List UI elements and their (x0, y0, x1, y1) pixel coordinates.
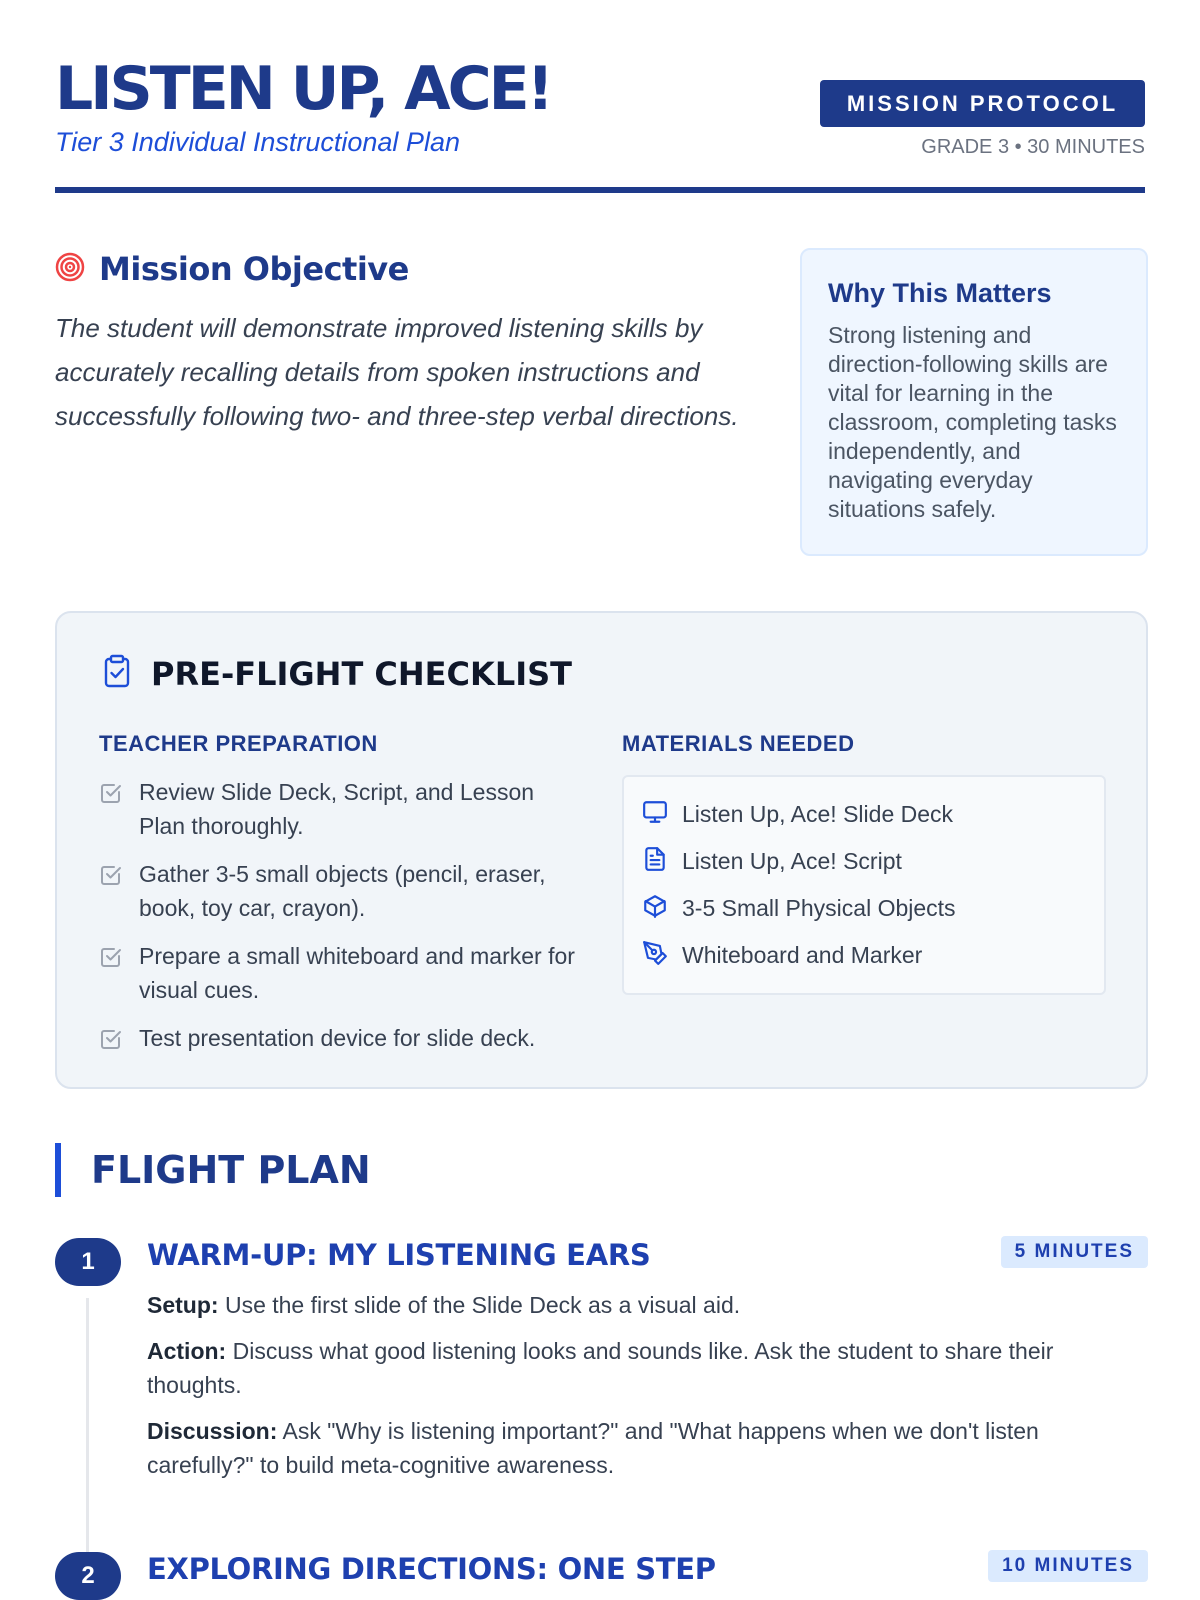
materials-needed-title: MATERIALS NEEDED (622, 731, 855, 756)
materials-list (622, 775, 1106, 995)
step-details (147, 1288, 1147, 1494)
mission-protocol-badge: MISSION PROTOCOL (820, 80, 1145, 127)
material-item (642, 838, 1086, 885)
step-discussion (147, 1414, 1147, 1482)
pre-flight-checklist (55, 611, 1148, 1089)
setup-text: Use the first slide of the Slide Deck as a visual aid. (224, 1292, 741, 1318)
material-label: 3-5 Small Physical Objects (682, 895, 956, 921)
material-label: Listen Up, Ace! Script (682, 848, 902, 874)
why-heading: Why This Matters (828, 278, 1052, 308)
step-title: EXPLORING DIRECTIONS: ONE STEP (147, 1552, 716, 1586)
setup-label: Setup: (147, 1292, 219, 1318)
monitor-icon (642, 799, 668, 831)
objective-text: The student will demonstrate improved listening skills by accurately recalling details from spoken instructions and successfully following two- and three-step verbal directions. (55, 313, 739, 431)
material-item (642, 932, 1086, 979)
step-title: WARM-UP: MY LISTENING EARS (147, 1238, 651, 1272)
grade-duration-meta: GRADE 3 • 30 MINUTES (921, 136, 1145, 158)
clipboard-check-icon (99, 653, 135, 694)
timeline-connector (86, 1298, 89, 1560)
step-number-badge: 2 (55, 1552, 121, 1600)
why-this-matters-card (800, 248, 1148, 556)
step-number-badge: 1 (55, 1238, 121, 1286)
page-title: LISTEN UP, ACE! (55, 54, 551, 124)
objective-heading: Mission Objective (99, 250, 409, 288)
materials-needed-column (622, 731, 1106, 995)
teacher-preparation-column (99, 731, 579, 1074)
teacher-preparation-title: TEACHER PREPARATION (99, 731, 378, 756)
prep-item-label: Review Slide Deck, Script, and Lesson Plan thoroughly. (139, 779, 535, 839)
action-label: Action: (147, 1338, 227, 1364)
prep-item (99, 857, 579, 925)
action-text: Discuss what good listening looks and sounds like. Ask the student to share their thoughts. (147, 1338, 1054, 1398)
prep-item (99, 939, 579, 1007)
why-text: Strong listening and direction-following skills are vital for learning in the classroom, completing tasks independently, and navigating everyday situations safely. (828, 322, 1117, 522)
step-duration-badge: 5 MINUTES (1001, 1236, 1148, 1268)
material-label: Whiteboard and Marker (682, 942, 923, 968)
material-label: Listen Up, Ace! Slide Deck (682, 801, 954, 827)
page-subtitle: Tier 3 Individual Instructional Plan (55, 127, 460, 157)
material-item (642, 885, 1086, 932)
discussion-label: Discussion: (147, 1418, 278, 1444)
material-item (642, 791, 1086, 838)
checkbox-checked-icon (99, 944, 125, 1007)
prep-item-label: Test presentation device for slide deck. (139, 1025, 536, 1051)
pen-icon (642, 940, 668, 972)
checklist-heading: PRE-FLIGHT CHECKLIST (151, 654, 572, 693)
header (55, 0, 1145, 193)
flight-plan-heading: FLIGHT PLAN (55, 1143, 371, 1197)
target-icon (55, 252, 85, 287)
cube-icon (642, 893, 668, 925)
prep-item-label: Gather 3-5 small objects (pencil, eraser, book, toy car, crayon). (139, 861, 546, 921)
prep-item (99, 775, 579, 843)
checkbox-checked-icon (99, 862, 125, 925)
step-duration-badge: 10 MINUTES (988, 1550, 1148, 1582)
step-setup (147, 1288, 1147, 1322)
prep-item-label: Prepare a small whiteboard and marker for visual cues. (139, 943, 575, 1003)
document-icon (642, 846, 668, 878)
checkbox-checked-icon (99, 1026, 125, 1060)
discussion-text: Ask "Why is listening important?" and "What happens when we don't listen carefully?" to build meta-cognitive awareness. (147, 1418, 1039, 1478)
checkbox-checked-icon (99, 780, 125, 843)
prep-item (99, 1021, 579, 1060)
step-action (147, 1334, 1147, 1402)
mission-objective-section (55, 250, 755, 438)
